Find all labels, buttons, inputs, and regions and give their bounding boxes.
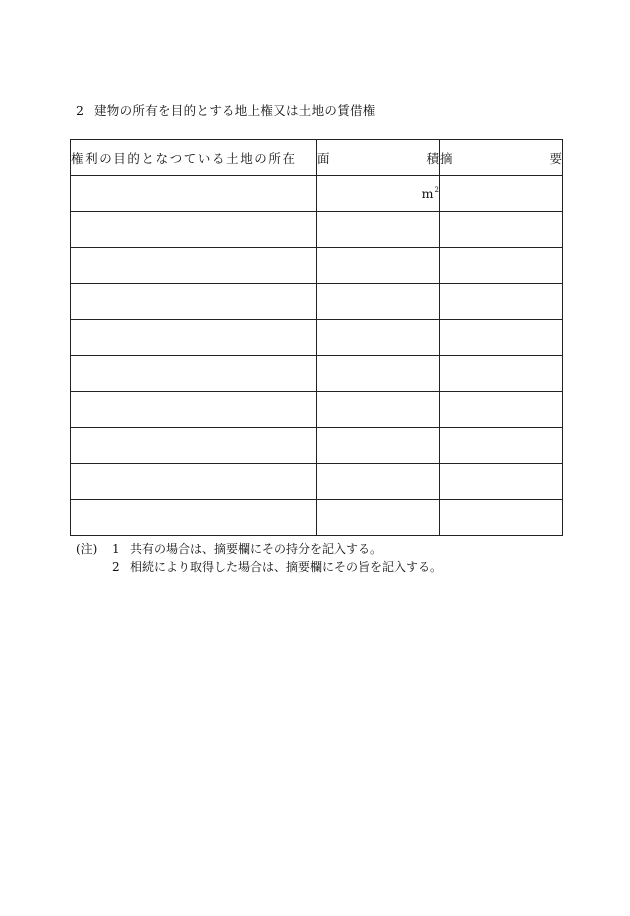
area-unit-superscript: 2 [434, 186, 439, 194]
table-row [71, 500, 563, 536]
table-row [71, 464, 563, 500]
header-location: 権利の目的となつている土地の所在 [71, 140, 317, 176]
location-cell[interactable] [71, 284, 317, 320]
table-row [71, 356, 563, 392]
remarks-cell[interactable] [440, 500, 563, 536]
notes [76, 540, 442, 576]
remarks-cell[interactable] [440, 320, 563, 356]
remarks-cell[interactable] [440, 212, 563, 248]
notes-prefix: (注) [76, 542, 98, 556]
table-row [71, 392, 563, 428]
header-remarks-char-1: 摘 [440, 150, 453, 166]
area-cell[interactable] [317, 464, 440, 500]
area-cell[interactable] [317, 176, 440, 212]
area-cell[interactable] [317, 320, 440, 356]
note-number: 1 [112, 542, 120, 556]
location-cell[interactable] [71, 428, 317, 464]
remarks-cell[interactable] [440, 392, 563, 428]
section-title: 建物の所有を目的とする地上権又は土地の賃借権 [94, 103, 376, 118]
land-rights-table [70, 139, 563, 536]
location-cell[interactable] [71, 356, 317, 392]
note-item [76, 558, 442, 576]
location-cell[interactable] [71, 176, 317, 212]
header-area-char-1: 面 [317, 150, 330, 166]
area-cell[interactable] [317, 392, 440, 428]
location-cell[interactable] [71, 392, 317, 428]
area-cell[interactable] [317, 356, 440, 392]
table-row [71, 320, 563, 356]
location-cell[interactable] [71, 320, 317, 356]
header-remarks [440, 140, 563, 176]
area-unit: m [421, 186, 434, 201]
note-text: 相続により取得した場合は、摘要欄にその旨を記入する。 [130, 560, 443, 574]
header-area [317, 140, 440, 176]
remarks-cell[interactable] [440, 284, 563, 320]
table-row [71, 428, 563, 464]
remarks-cell[interactable] [440, 428, 563, 464]
section-heading [76, 101, 376, 119]
area-cell[interactable] [317, 500, 440, 536]
location-cell[interactable] [71, 500, 317, 536]
location-cell[interactable] [71, 464, 317, 500]
area-cell[interactable] [317, 284, 440, 320]
area-cell[interactable] [317, 212, 440, 248]
area-cell[interactable] [317, 428, 440, 464]
table-row [71, 284, 563, 320]
note-indent [76, 558, 112, 576]
note-item [76, 540, 442, 558]
note-text: 共有の場合は、摘要欄にその持分を記入する。 [130, 542, 383, 556]
remarks-cell[interactable] [440, 176, 563, 212]
remarks-cell[interactable] [440, 464, 563, 500]
location-cell[interactable] [71, 212, 317, 248]
header-area-char-2: 積 [426, 150, 439, 166]
table-header-row [71, 140, 563, 176]
remarks-cell[interactable] [440, 356, 563, 392]
table-row [71, 212, 563, 248]
table-row [71, 248, 563, 284]
area-cell[interactable] [317, 248, 440, 284]
note-number: 2 [112, 560, 120, 574]
section-number: 2 [76, 103, 85, 118]
location-cell[interactable] [71, 248, 317, 284]
table-row [71, 176, 563, 212]
remarks-cell[interactable] [440, 248, 563, 284]
header-remarks-char-2: 要 [549, 150, 562, 166]
